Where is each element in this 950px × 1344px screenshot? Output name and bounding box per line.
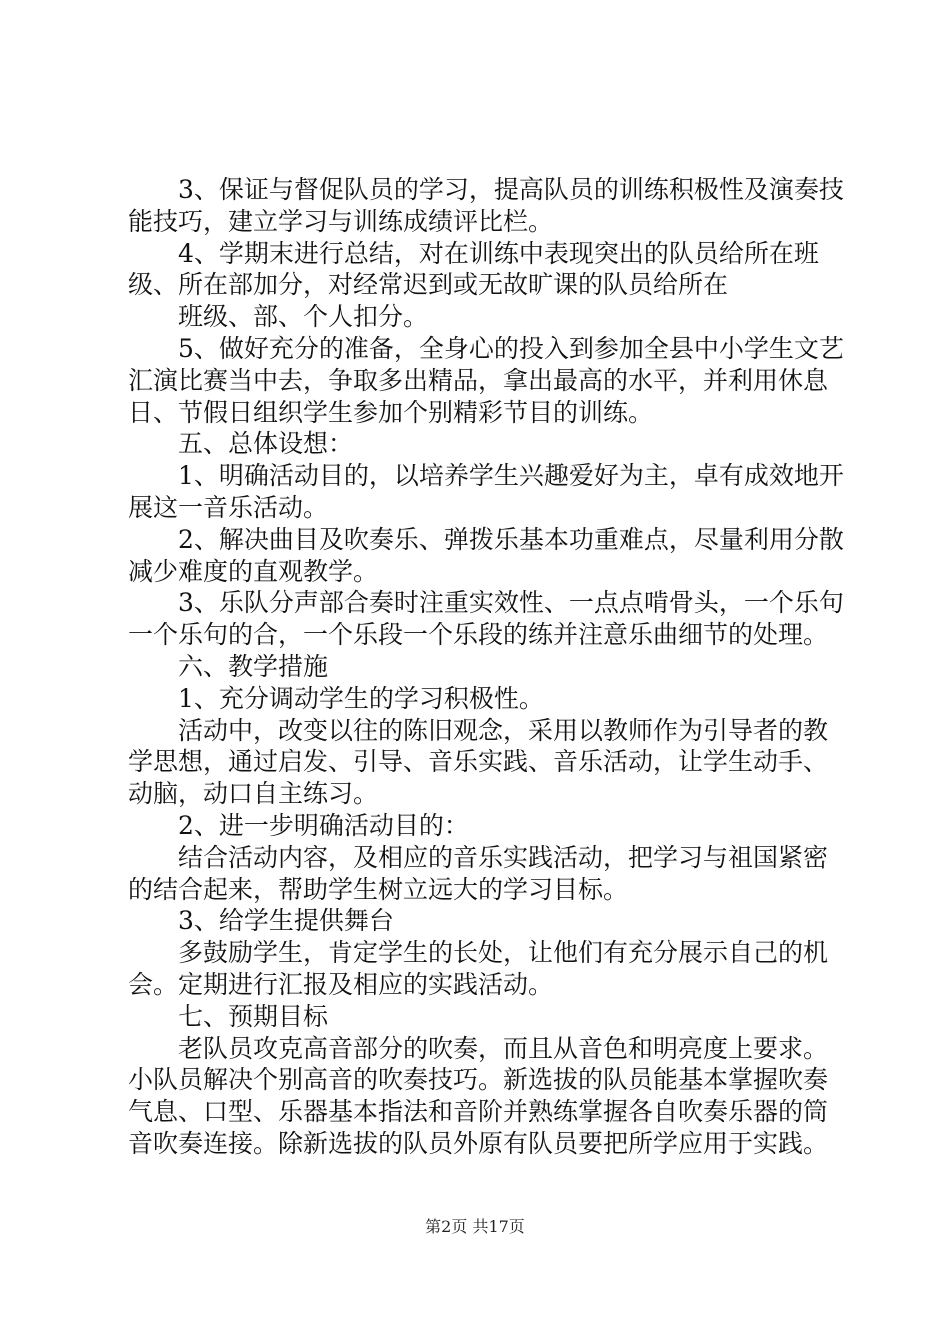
subheading: 3、给学生提供舞台 [178,906,394,936]
section-heading: 六、教学措施 [178,651,329,681]
paragraph: 3、保证与督促队员的学习，提高队员的训练积极性及演奏技能技巧，建立学习与训练成绩评比栏。 [128,175,844,236]
paragraph: 多鼓励学生，肯定学生的长处，让他们有充分展示自己的机会。定期进行汇报及相应的实践活动。 [128,938,829,999]
paragraph: 班级、部、个人扣分。 [178,302,429,332]
paragraph: 结合活动内容，及相应的音乐实践活动，把学习与祖国紧密的结合起来，帮助学生树立远大的学习目标。 [128,842,829,904]
section-heading: 七、预期目标 [178,1001,329,1031]
section-heading: 五、总体设想： [178,429,354,459]
subheading: 1、充分调动学生的学习积极性。 [178,683,544,713]
paragraph: 活动中，改变以往的陈旧观念，采用以教师作为引导者的教学思想，通过启发、引导、音乐实践、音乐活动，让学生动手、动脑，动口自主练习。 [128,715,829,809]
page-number-footer: 第2页 共17页 [425,1217,525,1236]
paragraph: 1、明确活动目的，以培养学生兴趣爱好为主，卓有成效地开展这一音乐活动。 [128,461,844,522]
paragraph: 2、解决曲目及吹奏乐、弹拨乐基本功重难点，尽量利用分散减少难度的直观教学。 [128,524,844,586]
paragraph: 4、学期末进行总结，对在训练中表现突出的队员给所在班级、所在部加分，对经常迟到或无故旷课的队员给所在 [128,238,819,300]
paragraph: 老队员攻克高音部分的吹奏，而且从音色和明亮度上要求。小队员解决个别高音的吹奏技巧。新选拔的队员能基本掌握吹奏气息、口型、乐器基本指法和音阶并熟练掌握各自吹奏乐器的筒音吹奏连接。除新选拔的队员外原有队员要把所学应用于实践。 [128,1033,829,1158]
paragraph: 5、做好充分的准备，全身心的投入到参加全县中小学生文艺汇演比赛当中去，争取多出精品，拿出最高的水平，并利用休息日、节假日组织学生参加个别精彩节目的训练。 [128,333,844,427]
paragraph: 3、乐队分声部合奏时注重实效性、一点点啃骨头，一个乐句一个乐句的合，一个乐段一个乐段的练并注意乐曲细节的处理。 [128,588,844,650]
subheading: 2、进一步明确活动目的： [178,810,469,840]
document-body [128,174,848,1160]
